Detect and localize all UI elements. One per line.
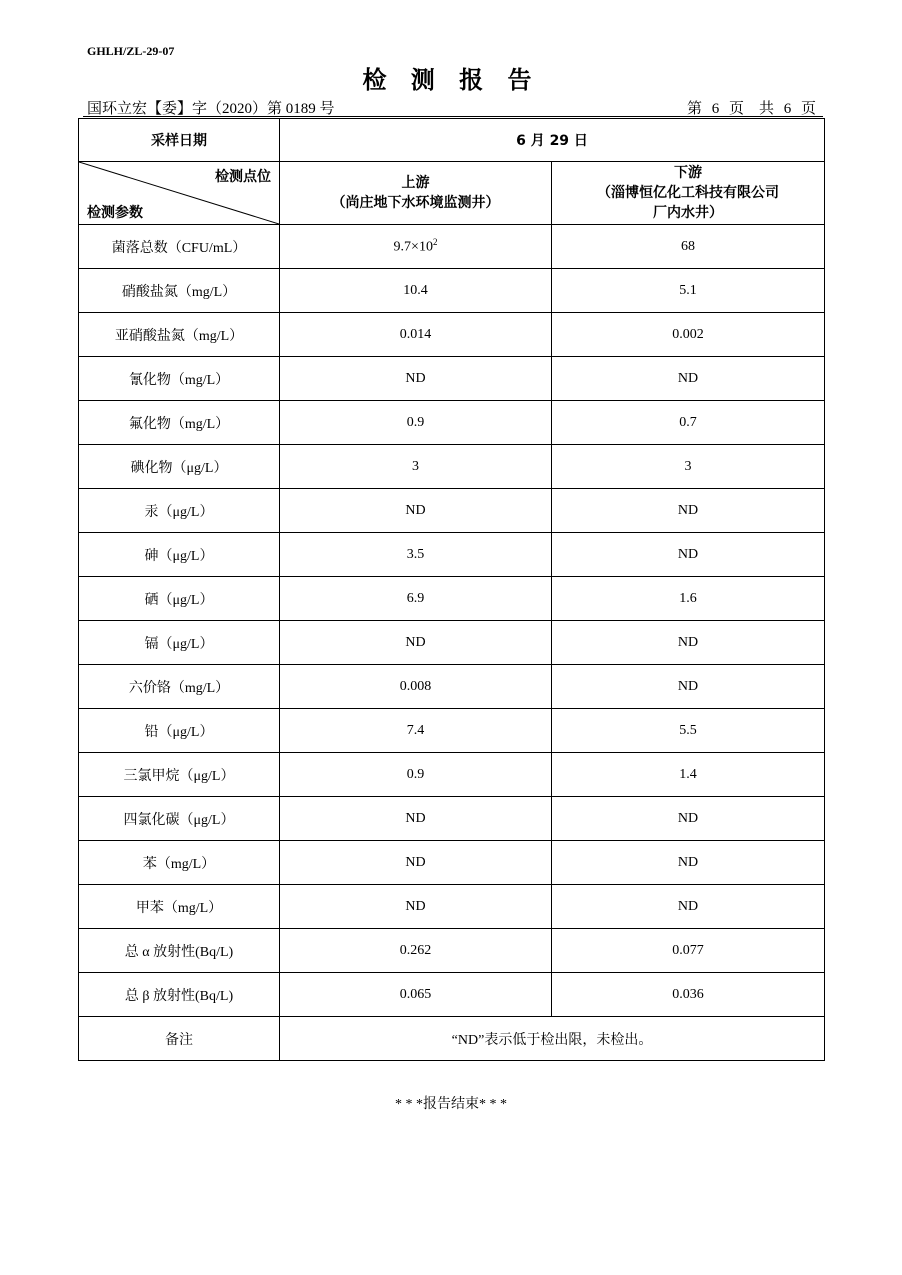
upstream-value-cell: ND bbox=[280, 621, 552, 665]
upstream-value-cell bbox=[280, 225, 552, 269]
parameter-cell: 苯（mg/L） bbox=[79, 841, 280, 885]
table-row bbox=[79, 269, 825, 313]
parameter-cell: 亚硝酸盐氮（mg/L） bbox=[79, 313, 280, 357]
downstream-value-cell: 0.077 bbox=[552, 929, 825, 973]
upstream-value-cell: ND bbox=[280, 489, 552, 533]
results-table bbox=[78, 118, 825, 1061]
parameter-cell: 氟化物（mg/L） bbox=[79, 401, 280, 445]
upstream-value-cell: ND bbox=[280, 885, 552, 929]
downstream-value-cell: 5.1 bbox=[552, 269, 825, 313]
parameter-cell: 总 α 放射性(Bq/L) bbox=[79, 929, 280, 973]
parameter-cell: 甲苯（mg/L） bbox=[79, 885, 280, 929]
downstream-value-cell: 0.036 bbox=[552, 973, 825, 1017]
upstream-value-cell: 0.065 bbox=[280, 973, 552, 1017]
parameter-cell: 总 β 放射性(Bq/L) bbox=[79, 973, 280, 1017]
downstream-value-cell: ND bbox=[552, 489, 825, 533]
parameter-cell: 六价铬（mg/L） bbox=[79, 665, 280, 709]
location-downstream bbox=[552, 162, 825, 225]
upstream-value-cell: 6.9 bbox=[280, 577, 552, 621]
upstream-value-cell: 0.262 bbox=[280, 929, 552, 973]
downstream-value-cell: ND bbox=[552, 841, 825, 885]
upstream-value: 9.7×10 bbox=[393, 239, 433, 255]
table-row bbox=[79, 533, 825, 577]
downstream-value-cell: ND bbox=[552, 665, 825, 709]
reference-number: 国环立宏【委】字（2020）第 0189 号 bbox=[87, 101, 335, 117]
parameter-cell: 硒（μg/L） bbox=[79, 577, 280, 621]
remark-label: 备注 bbox=[79, 1017, 280, 1061]
header-divider bbox=[83, 116, 823, 117]
downstream-line: （淄博恒亿化工科技有限公司 bbox=[597, 185, 779, 201]
location-upstream bbox=[280, 162, 552, 225]
parameter-cell: 汞（μg/L） bbox=[79, 489, 280, 533]
downstream-value-cell: ND bbox=[552, 885, 825, 929]
downstream-value-cell: ND bbox=[552, 797, 825, 841]
page-indicator: 第 6 页 共 6 页 bbox=[686, 101, 816, 117]
table-row bbox=[79, 753, 825, 797]
upstream-value-exponent: 2 bbox=[432, 237, 438, 248]
upstream-value-cell: 0.008 bbox=[280, 665, 552, 709]
downstream-line: 下游 bbox=[674, 165, 702, 181]
sampling-date-row bbox=[79, 119, 825, 162]
upstream-value-cell: ND bbox=[280, 357, 552, 401]
diagonal-top-label: 检测点位 bbox=[215, 169, 271, 185]
table-row bbox=[79, 445, 825, 489]
table-row bbox=[79, 665, 825, 709]
downstream-value-cell: ND bbox=[552, 621, 825, 665]
parameter-cell: 三氯甲烷（μg/L） bbox=[79, 753, 280, 797]
parameter-cell: 四氯化碳（μg/L） bbox=[79, 797, 280, 841]
upstream-value-cell: 3 bbox=[280, 445, 552, 489]
location-header-row bbox=[79, 162, 825, 225]
table-row bbox=[79, 929, 825, 973]
parameter-cell: 硝酸盐氮（mg/L） bbox=[79, 269, 280, 313]
parameter-cell: 氰化物（mg/L） bbox=[79, 357, 280, 401]
downstream-value-cell: 5.5 bbox=[552, 709, 825, 753]
upstream-line: （尚庄地下水环境监测井） bbox=[331, 195, 500, 211]
report-end-mark: * * *报告结束* * * bbox=[395, 1097, 507, 1112]
table-row bbox=[79, 577, 825, 621]
downstream-value-cell: ND bbox=[552, 533, 825, 577]
upstream-value-cell: 3.5 bbox=[280, 533, 552, 577]
downstream-value-cell: 1.6 bbox=[552, 577, 825, 621]
table-row bbox=[79, 357, 825, 401]
diagonal-bottom-label: 检测参数 bbox=[87, 205, 143, 221]
document-code: GHLH/ZL-29-07 bbox=[87, 44, 175, 58]
table-row bbox=[79, 797, 825, 841]
parameter-cell: 镉（μg/L） bbox=[79, 621, 280, 665]
downstream-value-cell: 68 bbox=[552, 225, 825, 269]
upstream-value-cell: ND bbox=[280, 841, 552, 885]
downstream-value-cell: 0.002 bbox=[552, 313, 825, 357]
upstream-value-cell: 0.9 bbox=[280, 753, 552, 797]
table-row bbox=[79, 841, 825, 885]
table-row bbox=[79, 973, 825, 1017]
upstream-value-cell: 7.4 bbox=[280, 709, 552, 753]
upstream-value-cell: 0.9 bbox=[280, 401, 552, 445]
remark-text: “ND”表示低于检出限，未检出。 bbox=[280, 1017, 825, 1061]
report-title: 检 测 报 告 bbox=[362, 66, 540, 94]
remark-row bbox=[79, 1017, 825, 1061]
parameter-cell: 菌落总数（CFU/mL） bbox=[79, 225, 280, 269]
table-row bbox=[79, 313, 825, 357]
table-row bbox=[79, 401, 825, 445]
table-row bbox=[79, 225, 825, 269]
downstream-value-cell: 0.7 bbox=[552, 401, 825, 445]
downstream-line: 厂内水井） bbox=[653, 205, 723, 221]
downstream-value-cell: 3 bbox=[552, 445, 825, 489]
sampling-date-value: 6 月 29 日 bbox=[280, 119, 825, 162]
parameter-cell: 砷（μg/L） bbox=[79, 533, 280, 577]
parameter-cell: 铅（μg/L） bbox=[79, 709, 280, 753]
upstream-value-cell: ND bbox=[280, 797, 552, 841]
sampling-date-label: 采样日期 bbox=[79, 119, 280, 162]
upstream-line: 上游 bbox=[401, 175, 430, 191]
upstream-value-cell: 10.4 bbox=[280, 269, 552, 313]
table-row bbox=[79, 885, 825, 929]
diagonal-header-cell bbox=[79, 162, 280, 225]
table-row bbox=[79, 621, 825, 665]
downstream-value-cell: ND bbox=[552, 357, 825, 401]
table-row bbox=[79, 709, 825, 753]
upstream-value-cell: 0.014 bbox=[280, 313, 552, 357]
downstream-value-cell: 1.4 bbox=[552, 753, 825, 797]
table-row bbox=[79, 489, 825, 533]
parameter-cell: 碘化物（μg/L） bbox=[79, 445, 280, 489]
